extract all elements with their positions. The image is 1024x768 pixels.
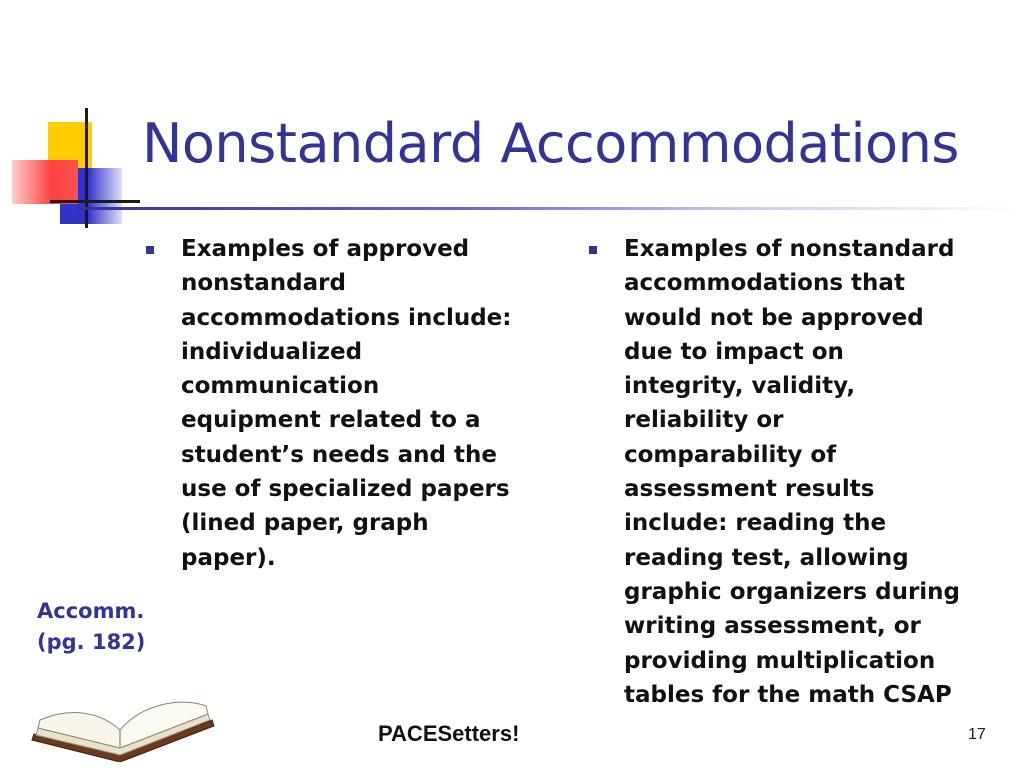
- page-reference-note: Accomm. (pg. 182): [37, 599, 146, 654]
- footer-text: PACESetters!: [378, 721, 520, 746]
- bullet-text: Examples of nonstandard accommodations that would not be approved due to impact on integrity, validity, reliability or comparability of assessment results include: reading the reading test, allowing graphic organizers during writing assessment, or providing multiplication tables for the math CSAP: [624, 236, 961, 708]
- page-number: 17: [968, 726, 986, 743]
- open-book-icon: [28, 690, 218, 762]
- logo-vertical-line: [85, 108, 88, 228]
- bullet-item: [589, 232, 1009, 712]
- slide-title: Nonstandard Accommodations: [142, 112, 959, 175]
- title-underline: [78, 207, 1024, 210]
- bullet-text: Examples of approved nonstandard accommodations include: individualized communication equipment related to a student’s needs and the use of specialized papers (lined paper, graph paper).: [181, 236, 512, 571]
- logo-horizontal-line: [50, 200, 140, 203]
- corner-squares-logo: [0, 100, 150, 230]
- left-column: [146, 232, 556, 575]
- right-column: [589, 232, 1009, 712]
- square-bullet-icon: [146, 246, 154, 254]
- red-square: [12, 160, 78, 204]
- bullet-item: [146, 232, 556, 575]
- square-bullet-icon: [589, 246, 597, 254]
